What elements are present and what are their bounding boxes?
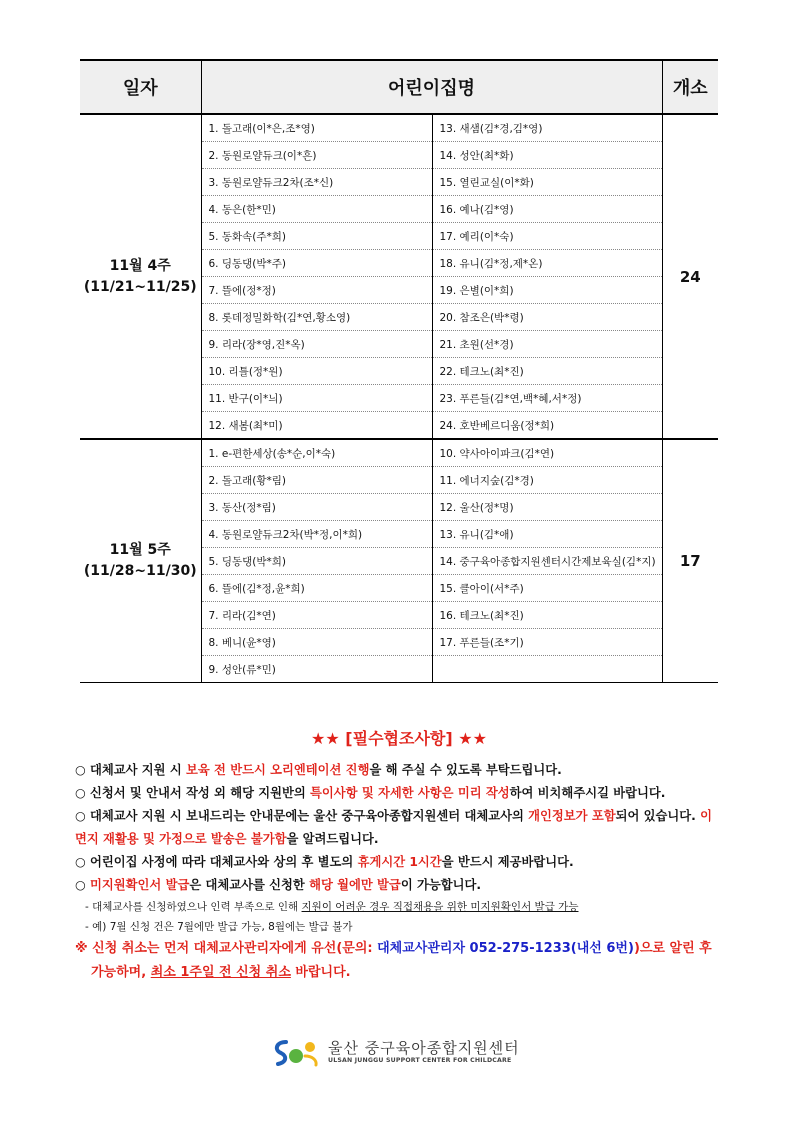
daycare-entry: 23. 푸른들(김*연,백*혜,서*정) xyxy=(432,385,662,412)
week-date-cell xyxy=(80,439,201,683)
daycare-entry: 16. 테크노(최*진) xyxy=(432,602,662,629)
header-date: 일자 xyxy=(80,60,201,114)
header-row xyxy=(80,60,718,114)
daycare-entry: 6. 뜰에(김*정,윤*희) xyxy=(201,575,432,602)
daycare-entry: 1. e-편한세상(송*순,이*숙) xyxy=(201,439,432,467)
daycare-entry: 4. 동원로얄듀크2차(박*정,이*희) xyxy=(201,521,432,548)
daycare-entry: 21. 초원(선*경) xyxy=(432,331,662,358)
daycare-entry: 8. 롯데정밀화학(김*연,황소영) xyxy=(201,304,432,331)
daycare-entry: 15. 클아이(서*주) xyxy=(432,575,662,602)
daycare-entry: 16. 예나(김*영) xyxy=(432,196,662,223)
week-range: (11/21~11/25) xyxy=(83,278,197,295)
notice-item-4: ○ 어린이집 사정에 따라 대체교사와 상의 후 별도의 휴게시간 1시간을 반드시 제공바랍니다. xyxy=(75,855,574,869)
daycare-entry: 10. 약사아이파크(김*연) xyxy=(432,439,662,467)
daycare-entry: 24. 호반베르디움(정*희) xyxy=(432,412,662,440)
week-range: (11/28~11/30) xyxy=(83,563,197,579)
daycare-entry: 8. 베니(윤*영) xyxy=(201,629,432,656)
cancel-warning: ※ 신청 취소는 먼저 대체교사관리자에게 유선(문의: 대체교사관리자 052-275-1233(내선 6번))으로 알린 후 가능하며, 최소 1주일 전 신청 취소 바랍니다. xyxy=(75,941,712,980)
daycare-entry: 14. 중구육아종합지원센터시간제보육실(김*지) xyxy=(432,548,662,575)
daycare-entry: 18. 유니(김*정,제*온) xyxy=(432,250,662,277)
daycare-entry: 9. 성안(류*민) xyxy=(208,663,276,676)
center-logo-name: 울산 중구육아종합지원센터 xyxy=(328,1039,520,1057)
daycare-entry: 17. 예리(이*숙) xyxy=(432,223,662,250)
daycare-entry: 11. 반구(이*늬) xyxy=(201,385,432,412)
notice-item-3: ○ 대체교사 지원 시 보내드리는 안내문에는 울산 중구육아종합지원센터 대체교사의 개인정보가 포함되어 있습니다. 이면지 재활용 및 가정으로 발송은 불가함을 알려드립니다. xyxy=(75,809,712,846)
daycare-entry: 5. 딩동댕(박*희) xyxy=(201,548,432,575)
daycare-entry: 7. 뜰에(정*정) xyxy=(201,277,432,304)
notice-sub-1: - 대체교사를 신청하였으나 인력 부족으로 인해 지원이 어려운 경우 직접채용을 위한 미지원확인서 발급 가능 xyxy=(85,901,579,913)
notice-item-1: ○ 대체교사 지원 시 보육 전 반드시 오리엔테이션 진행을 해 주실 수 있도록 부탁드립니다. xyxy=(75,763,562,777)
daycare-entry: 19. 은별(이*희) xyxy=(432,277,662,304)
center-logo xyxy=(272,1036,532,1070)
week-date-cell xyxy=(80,114,201,439)
daycare-entry: 13. 유니(김*애) xyxy=(432,521,662,548)
daycare-entry: 12. 울산(정*명) xyxy=(432,494,662,521)
daycare-entry: 9. 리라(장*영,진*옥) xyxy=(201,331,432,358)
daycare-entry: 4. 동은(한*민) xyxy=(201,196,432,223)
daycare-entry: 7. 리라(김*연) xyxy=(201,602,432,629)
daycare-entry: 1. 돌고래(이*은,조*영) xyxy=(201,114,432,142)
header-count: 개소 xyxy=(662,60,718,114)
daycare-entry: 10. 리틀(정*원) xyxy=(201,358,432,385)
week-count: 24 xyxy=(662,114,718,439)
daycare-entry: 17. 푸른들(조*기) xyxy=(432,629,662,656)
daycare-entry: 20. 참조은(박*령) xyxy=(432,304,662,331)
center-logo-mark-icon xyxy=(272,1038,322,1068)
daycare-entry: 2. 돌고래(황*림) xyxy=(201,467,432,494)
week-label: 11월 4주 xyxy=(109,257,171,274)
week-label: 11월 5주 xyxy=(109,542,171,558)
table-row xyxy=(80,439,718,467)
week-4-group xyxy=(80,114,718,439)
daycare-entry: 13. 새샘(김*경,김*영) xyxy=(432,114,662,142)
table-row xyxy=(80,114,718,142)
week-5-group xyxy=(80,439,718,683)
notice-item-2: ○ 신청서 및 안내서 작성 외 해당 지원반의 특이사항 및 자세한 사항은 미리 작성하여 비치해주시길 바랍니다. xyxy=(75,786,666,800)
daycare-entry: 2. 동원로얄듀크(이*흔) xyxy=(201,142,432,169)
daycare-entry: 3. 동산(정*림) xyxy=(201,494,432,521)
daycare-entry: 15. 열린교실(이*화) xyxy=(432,169,662,196)
daycare-entry: 11. 에너지숲(김*경) xyxy=(432,467,662,494)
daycare-entry: 6. 딩동댕(박*주) xyxy=(201,250,432,277)
daycare-entry: 14. 성안(최*화) xyxy=(432,142,662,169)
daycare-entry xyxy=(432,656,662,683)
daycare-entry: 5. 동화속(주*희) xyxy=(201,223,432,250)
week-count: 17 xyxy=(662,439,718,683)
notice-sub-2: - 예) 7월 신청 건은 7월에만 발급 가능, 8월에는 발급 불가 xyxy=(85,921,353,933)
center-logo-subtitle: ULSAN JUNGGU SUPPORT CENTER FOR CHILDCARE xyxy=(328,1057,512,1064)
notice-item-5: ○ 미지원확인서 발급은 대체교사를 신청한 해당 월에만 발급이 가능합니다. xyxy=(75,878,482,892)
header-daycare-name: 어린이집명 xyxy=(201,60,662,114)
notice-section xyxy=(75,726,723,985)
notice-title: ★★ [필수협조사항] ★★ xyxy=(311,729,487,748)
daycare-entry: 12. 새봄(최*미) xyxy=(208,419,283,432)
schedule-table xyxy=(80,59,718,683)
daycare-entry: 22. 테크노(최*진) xyxy=(432,358,662,385)
daycare-entry: 3. 동원로얄듀크2차(조*신) xyxy=(201,169,432,196)
